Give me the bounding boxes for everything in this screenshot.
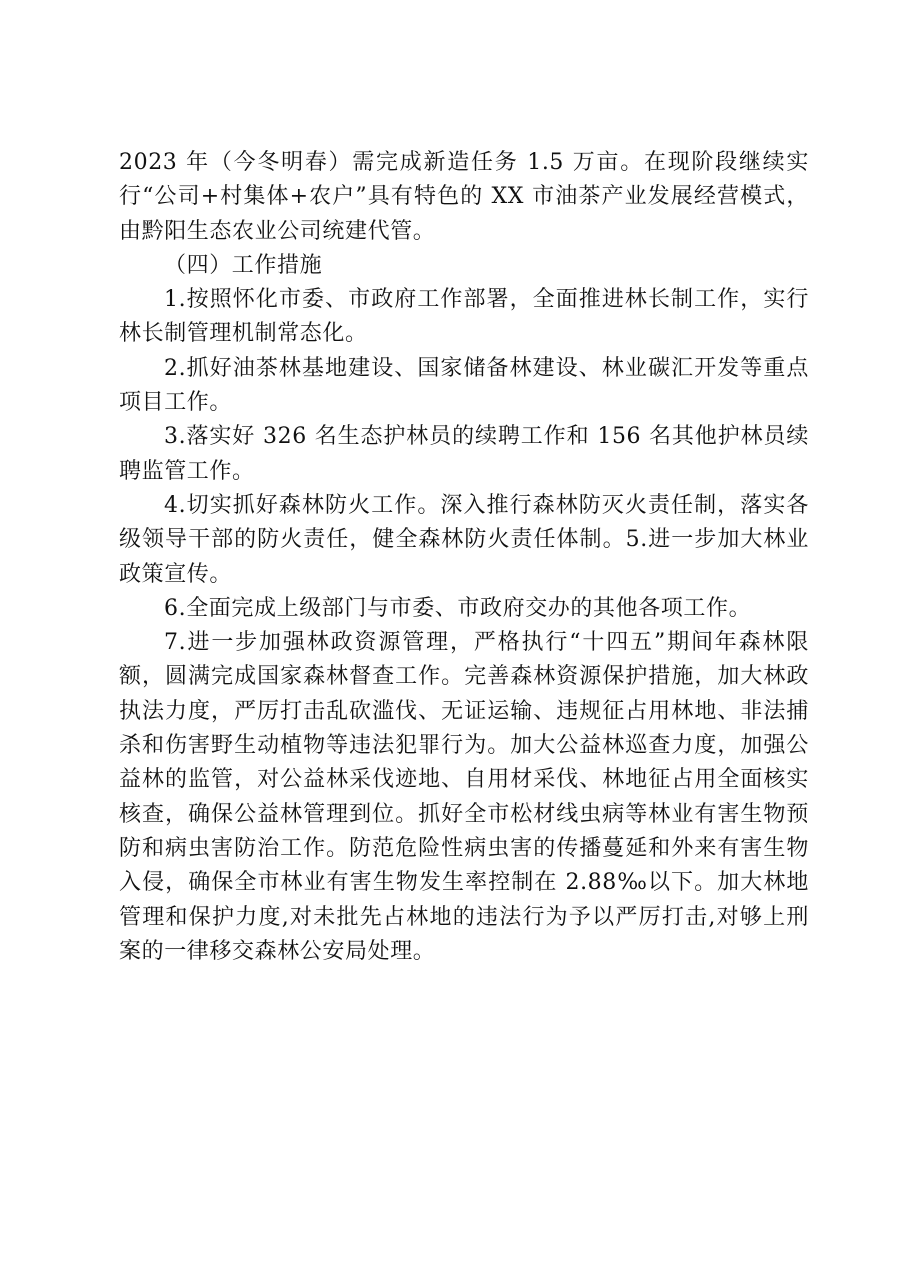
paragraph-item-6: 6.全面完成上级部门与市委、市政府交办的其他各项工作。 xyxy=(164,595,752,621)
paragraph-item-4: 4.切实抓好森林防火工作。深入推行森林防灭火责任制，落实各级领导干部的防火责任，健全森林防火责任体制。5.进一步加大林业政策宣传。 xyxy=(119,492,809,587)
paragraph-item-7: 7.进一步加强林政资源管理，严格执行“十四五”期间年森林限额，圆满完成国家森林督查工作。完善森林资源保护措施，加大林政执法力度，严厉打击乱砍滥伐、无证运输、违规征占用林地、非法捕杀和伤害野生动植物等违法犯罪行为。加大公益林巡查力度，加强公益林的监管，对公益林采伐迹地、自用材采伐、林地征占用全面核实核查，确保公益林管理到位。抓好全市松材线虫病等林业有害生物预防和病虫害防治工作。防范危险性病虫害的传播蔓延和外来有害生物入侵，确保全市林业有害生物发生率控制在 2.88‰以下。加大林地管理和保护力度,对未批先占林地的违法行为予以严厉打击,对够上刑案的一律移交森林公安局处理。 xyxy=(119,630,809,964)
section-heading-work-measures: （四）工作措施 xyxy=(164,252,323,278)
paragraph-item-3: 3.落实好 326 名生态护林员的续聘工作和 156 名其他护林员续聘监管工作。 xyxy=(119,424,809,484)
paragraph-item-2: 2.抓好油茶林基地建设、国家储备林建设、林业碳汇开发等重点项目工作。 xyxy=(119,355,809,416)
paragraph-intro: 2023 年（今冬明春）需完成新造任务 1.5 万亩。在现阶段继续实行“公司+村集体+农户”具有特色的 XX 市油茶产业发展经营模式，由黔阳生态农业公司统建代管。 xyxy=(119,150,809,244)
document-body xyxy=(119,146,809,969)
paragraph-item-1: 1.按照怀化市委、市政府工作部署，全面推进林长制工作，实行林长制管理机制常态化。 xyxy=(119,287,809,347)
